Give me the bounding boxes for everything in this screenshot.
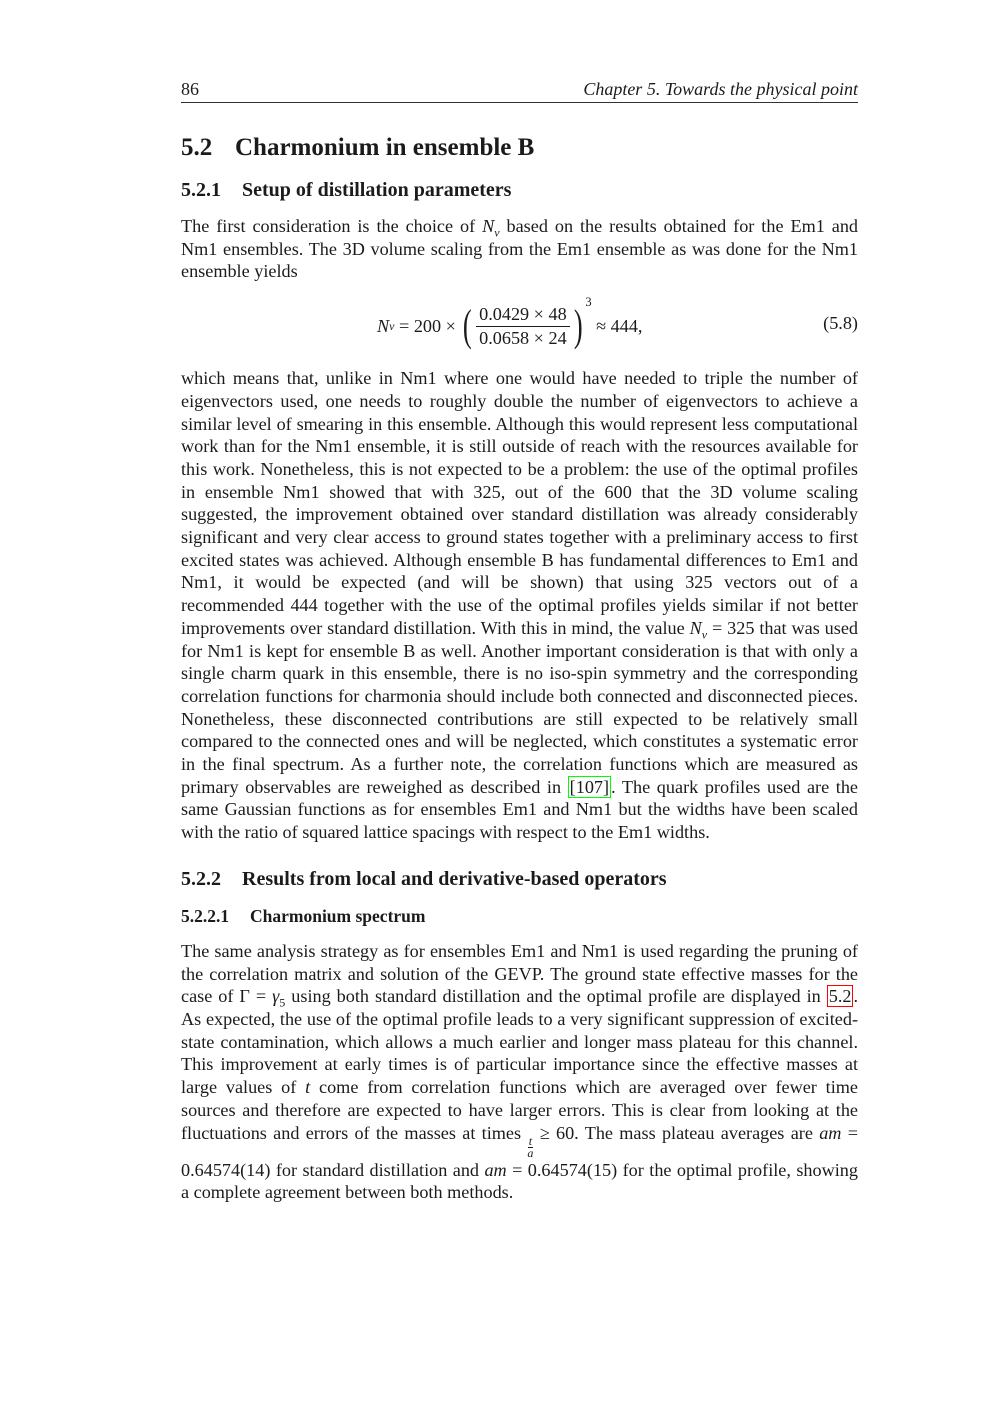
- equation-label: (5.8): [823, 313, 858, 334]
- paragraph-distillation-discussion: which means that, unlike in Nm1 where one would have needed to triple the number of eigenvectors used, one needs to roughly double the number of eigenvectors to achieve a similar level of smearing in this ensemble. Although this would represent less computational work than for the Nm1 ensemble, it is still outside of reach with the resources available for this work. Nonetheless, this is not expected to be a problem: the use of the optimal profiles in ensemble Nm1 showed that with 325, out of the 600 that the 3D volume scaling suggested, the improvement obtained over standard distillation was already considerably significant and very clear access to ground states together with a preliminary access to first excited states was achieved. Although ensemble B has fundamental differences to Em1 and Nm1, it would be expected (and will be shown) that using 325 vectors out of a recommended 444 together with the use of the optimal profiles yields similar if not better improvements over standard distillation. With this in mind, the value $N_v = 325$ that was used for Nm1 is kept for ensemble B as well. Another important consideration is that with only a single charm quark in this ensemble, there is no iso-spin symmetry and the corresponding correlation functions for charmonia should include both connected and disconnected pieces. Nonetheless, these disconnected contributions are still expected to be relatively small compared to the connected ones and will be neglected, which constitutes a systematic error in the final spectrum. As a further note, the correlation functions which are measured as primary observables are reweighed as described in [107] . The quark profiles used are the same Gaussian functions as for ensembles Em1 and Nm1 but the widths have been scaled with the ratio of squared lattice spacings with respect to the Em1 widths.: [181, 368, 859, 843]
- running-title: Chapter 5. Towards the physical point: [583, 79, 858, 99]
- subsection-title: Setup of distillation parameters: [242, 179, 512, 201]
- subsubsection-heading: [181, 904, 858, 928]
- section-number: 5.2: [181, 134, 213, 161]
- subsubsection-title: Charmonium spectrum: [250, 905, 426, 926]
- subsection-number: 5.2.2: [181, 867, 221, 890]
- equation-body: N v = 200 × ( $\frac{0.0429 \times 48}{0.0658 \times 24}$ ) 3 ≈ 444,: [377, 295, 643, 351]
- subsection-title: Results from local and derivative-based operators: [242, 867, 667, 890]
- equation-fraction: $\frac{0.0429 \times 48}{0.0658 \times 24}$: [476, 304, 570, 349]
- subsection-number: 5.2.1: [181, 179, 221, 201]
- section-title: Charmonium in ensemble B: [235, 134, 535, 161]
- equation-5-8: [181, 297, 858, 355]
- page-number: 86: [181, 79, 199, 99]
- paragraph-spectrum: The same analysis strategy as for ensembles Em1 and Nm1 is used regarding the pruning of the correlation matrix and solution of the GEVP. The ground state effective masses for the case of $\Gamma = \gamma_5$ using both standard distillation and the optimal profile are displayed in 5.2 . As expected, the use of the optimal profile leads to a very significant suppression of excited-state contamination, which allows a much earlier and longer mass plateau for this channel. This improvement at early times is of particular importance since the effective masses at large values of t come from correlation functions which are averaged over fewer time sources and therefore are expected to have larger errors. This is clear from looking at the fluctuations and errors of the masses at times $\frac{t}{a}$ ≥ 60. The mass plateau averages are am = 0.64574(14) for standard distillation and am = 0.64574(15) for the optimal profile, showing a complete agreement between both methods.: [181, 940, 859, 1203]
- page: [181, 78, 858, 1204]
- inline-fraction: $\frac{t}{a}$: [527, 1133, 534, 1160]
- running-header: [181, 78, 858, 103]
- subsubsection-number: 5.2.2.1: [181, 905, 230, 926]
- subsection-heading-distillation: [181, 177, 858, 203]
- section-heading: [181, 133, 858, 163]
- citation-link[interactable]: [107]: [569, 776, 610, 797]
- figure-reference-link[interactable]: 5.2: [828, 986, 852, 1007]
- paragraph-intro: The first consideration is the choice of $N_v$ based on the results obtained for the Em1 and Nm1 ensembles. The 3D volume scaling from the Em1 ensemble as was done for the Nm1 ensemble yields: [181, 216, 859, 282]
- subsection-heading-results: [181, 866, 858, 892]
